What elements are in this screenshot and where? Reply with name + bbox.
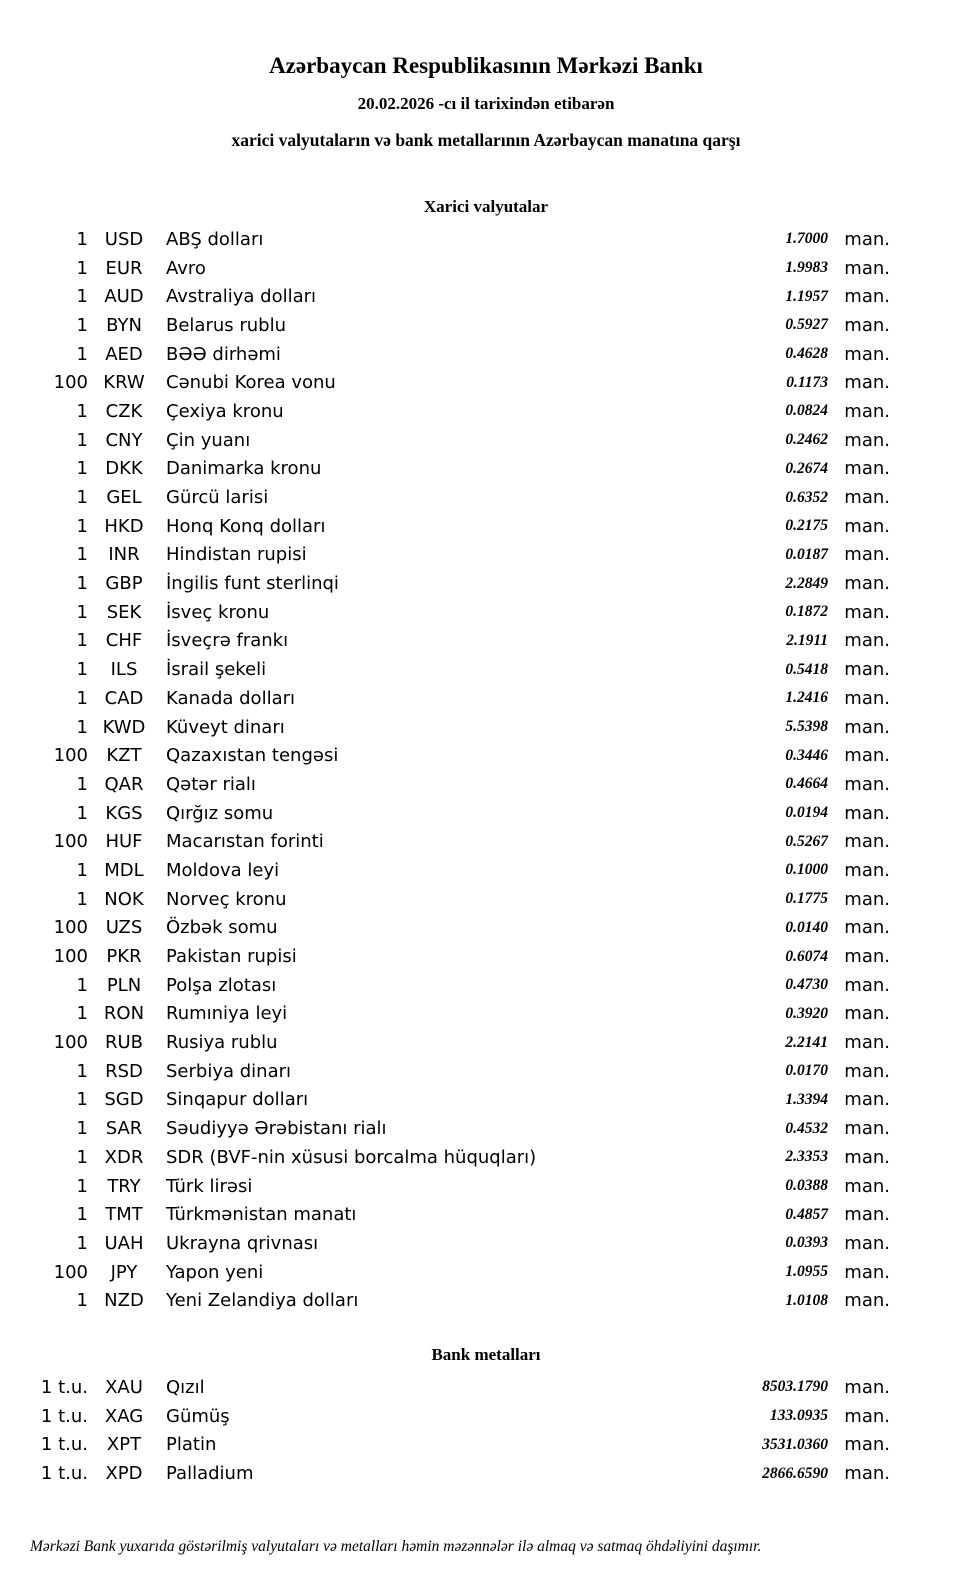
rate-value: 2.3353 <box>785 1148 828 1166</box>
currency-code: AED <box>105 343 143 365</box>
unit-label: man. <box>844 831 890 853</box>
quantity: 100 <box>53 372 88 394</box>
rate-value: 0.6074 <box>785 947 828 965</box>
currency-code: KZT <box>106 745 142 767</box>
rate-value: 0.3446 <box>785 746 828 764</box>
currency-name: Gümüş <box>166 1405 230 1427</box>
currency-code: BYN <box>106 314 142 336</box>
currency-name: Rusiya rublu <box>166 1032 278 1054</box>
rate-row <box>30 885 890 914</box>
rate-value: 1.9983 <box>785 259 828 277</box>
quantity: 1 <box>76 515 88 537</box>
unit-label: man. <box>844 429 890 451</box>
currency-name: Platin <box>166 1434 217 1456</box>
quantity: 1 t.u. <box>40 1463 88 1485</box>
rate-value: 2.1911 <box>786 631 828 649</box>
quantity: 1 t.u. <box>40 1405 88 1427</box>
quantity: 1 <box>76 487 88 509</box>
rate-row <box>30 569 890 598</box>
currency-code: XDR <box>104 1146 144 1168</box>
rate-row <box>30 856 890 885</box>
currency-code: QAR <box>104 773 144 795</box>
rate-value: 0.4730 <box>785 976 828 994</box>
unit-label: man. <box>844 314 890 336</box>
unit-label: man. <box>844 1261 890 1283</box>
rate-row <box>30 397 890 426</box>
unit-label: man. <box>844 917 890 939</box>
effective-date: 20.02.2026 -cı il tarixindən etibarən <box>357 94 615 113</box>
quantity: 100 <box>53 946 88 968</box>
currency-code: XPT <box>106 1434 142 1456</box>
quantity: 1 <box>76 888 88 910</box>
currency-name: Səudiyyə Ərəbistanı rialı <box>166 1118 387 1140</box>
currency-code: ILS <box>110 659 138 681</box>
currency-name: Yeni Zelandiya dolları <box>166 1290 359 1312</box>
rate-row <box>30 426 890 455</box>
rate-row <box>30 827 890 856</box>
quantity: 1 <box>76 400 88 422</box>
rate-value: 8503.1790 <box>762 1378 828 1396</box>
quantity: 1 <box>76 429 88 451</box>
rate-value: 2866.6590 <box>762 1464 828 1482</box>
rate-value: 0.2462 <box>785 431 828 449</box>
quantity: 100 <box>53 745 88 767</box>
quantity: 1 <box>76 544 88 566</box>
unit-label: man. <box>844 716 890 738</box>
quantity: 1 <box>76 228 88 250</box>
rate-row <box>30 799 890 828</box>
rate-row <box>30 1143 890 1172</box>
quantity: 1 <box>76 630 88 652</box>
rate-row <box>30 311 890 340</box>
quantity: 1 <box>76 1060 88 1082</box>
currency-code: USD <box>104 228 144 250</box>
currency-code: JPY <box>110 1261 138 1283</box>
rate-row <box>30 1286 890 1315</box>
rate-value: 1.3394 <box>785 1090 828 1108</box>
unit-label: man. <box>844 544 890 566</box>
rate-row <box>30 512 890 541</box>
currency-name: ABŞ dolları <box>166 228 264 250</box>
currency-name: BƏƏ dirhəmi <box>166 343 281 365</box>
quantity: 1 <box>76 1175 88 1197</box>
rate-value: 0.3920 <box>785 1004 828 1022</box>
unit-label: man. <box>844 888 890 910</box>
quantity: 1 <box>76 659 88 681</box>
rate-value: 0.0194 <box>785 804 828 822</box>
quantity: 1 <box>76 859 88 881</box>
currency-name: Türk lirəsi <box>166 1175 253 1197</box>
unit-label: man. <box>844 458 890 480</box>
rate-row <box>30 713 890 742</box>
rate-row <box>30 1459 890 1488</box>
currency-name: SDR (BVF-nin xüsusi borcalma hüquqları) <box>166 1146 537 1168</box>
unit-label: man. <box>844 400 890 422</box>
rate-row <box>30 655 890 684</box>
currency-name: Qızıl <box>166 1376 205 1398</box>
unit-label: man. <box>844 1204 890 1226</box>
quantity: 1 <box>76 1118 88 1140</box>
rate-value: 1.1957 <box>785 287 828 305</box>
quantity: 1 <box>76 773 88 795</box>
currency-code: RON <box>103 1003 145 1025</box>
unit-label: man. <box>844 343 890 365</box>
unit-label: man. <box>844 372 890 394</box>
currency-name: Özbək somu <box>166 917 278 939</box>
currency-name: Palladium <box>166 1463 254 1485</box>
currency-code: INR <box>108 544 140 566</box>
rate-value: 0.5267 <box>785 832 828 850</box>
rate-row <box>30 368 890 397</box>
currency-code: GBP <box>105 573 143 595</box>
rate-value: 1.2416 <box>785 689 828 707</box>
rate-value: 0.0824 <box>785 402 828 420</box>
page-title: Azərbaycan Respublikasının Mərkəzi Bankı <box>269 53 703 78</box>
unit-label: man. <box>844 659 890 681</box>
currency-name: Moldova leyi <box>166 859 280 881</box>
currency-name: Qırğız somu <box>166 802 274 824</box>
currency-name: Serbiya dinarı <box>166 1060 291 1082</box>
rate-row <box>30 340 890 369</box>
currency-code: CNY <box>105 429 143 451</box>
rate-row <box>30 1114 890 1143</box>
currency-code: MDL <box>104 859 144 881</box>
quantity: 1 <box>76 1003 88 1025</box>
rate-row <box>30 1373 890 1402</box>
unit-label: man. <box>844 1290 890 1312</box>
unit-label: man. <box>844 773 890 795</box>
rate-row <box>30 1200 890 1229</box>
unit-label: man. <box>844 745 890 767</box>
quantity: 1 <box>76 257 88 279</box>
unit-label: man. <box>844 802 890 824</box>
rate-row <box>30 1172 890 1201</box>
unit-label: man. <box>844 601 890 623</box>
rate-row <box>30 1229 890 1258</box>
rate-row <box>30 225 890 254</box>
unit-label: man. <box>844 1434 890 1456</box>
currency-name: Belarus rublu <box>166 314 287 336</box>
unit-label: man. <box>844 1032 890 1054</box>
unit-label: man. <box>844 859 890 881</box>
rate-value: 0.2175 <box>785 517 828 535</box>
currency-code: RSD <box>105 1060 143 1082</box>
currency-code: PLN <box>106 974 142 996</box>
rate-row <box>30 684 890 713</box>
currency-name: Avstraliya dolları <box>166 286 317 308</box>
unit-label: man. <box>844 1232 890 1254</box>
currency-code: EUR <box>105 257 143 279</box>
currency-code: PKR <box>106 946 142 968</box>
rate-value: 133.0935 <box>769 1407 828 1425</box>
rate-value: 0.0170 <box>785 1062 828 1080</box>
section-title-currencies: Xarici valyutalar <box>423 197 549 216</box>
rate-value: 0.4532 <box>785 1119 828 1137</box>
rate-value: 1.0108 <box>785 1291 828 1309</box>
rate-row <box>30 1000 890 1029</box>
unit-label: man. <box>844 286 890 308</box>
quantity: 1 t.u. <box>40 1376 88 1398</box>
rate-value: 1.7000 <box>785 230 828 248</box>
rate-value: 0.1775 <box>785 890 828 908</box>
currency-name: Macarıstan forinti <box>166 831 324 853</box>
unit-label: man. <box>844 1376 890 1398</box>
unit-label: man. <box>844 1405 890 1427</box>
quantity: 100 <box>53 831 88 853</box>
currency-code: XAU <box>105 1376 143 1398</box>
unit-label: man. <box>844 257 890 279</box>
rate-value: 0.1173 <box>786 373 828 391</box>
currency-name: Gürcü larisi <box>166 487 269 509</box>
quantity: 100 <box>53 917 88 939</box>
quantity: 1 t.u. <box>40 1434 88 1456</box>
rate-value: 0.0388 <box>785 1177 828 1195</box>
unit-label: man. <box>844 515 890 537</box>
currency-name: Pakistan rupisi <box>166 946 297 968</box>
currency-code: XAG <box>104 1405 144 1427</box>
rate-value: 0.4857 <box>785 1205 828 1223</box>
rate-row <box>30 1028 890 1057</box>
currency-code: UZS <box>105 917 143 939</box>
currency-name: İsrail şekeli <box>166 659 267 681</box>
rate-value: 0.5927 <box>785 316 828 334</box>
rate-value: 2.2141 <box>785 1033 828 1051</box>
unit-label: man. <box>844 1463 890 1485</box>
rate-value: 0.6352 <box>785 488 828 506</box>
quantity: 1 <box>76 458 88 480</box>
quantity: 1 <box>76 573 88 595</box>
rate-value: 1.0955 <box>785 1263 828 1281</box>
quantity: 1 <box>76 802 88 824</box>
rate-row <box>30 627 890 656</box>
rate-row <box>30 1431 890 1460</box>
quantity: 1 <box>76 343 88 365</box>
currency-code: CZK <box>105 400 143 422</box>
rate-row <box>30 1086 890 1115</box>
rate-value: 0.0140 <box>785 918 828 936</box>
currency-code: HUF <box>105 831 143 853</box>
rate-row <box>30 770 890 799</box>
currency-code: NZD <box>104 1290 144 1312</box>
unit-label: man. <box>844 974 890 996</box>
rate-value: 0.4664 <box>785 775 828 793</box>
rate-value: 0.2674 <box>785 459 828 477</box>
currency-rate-list <box>30 225 890 1315</box>
currency-name: Norveç kronu <box>166 888 287 910</box>
currency-name: Çin yuanı <box>166 429 251 451</box>
currency-name: Çexiya kronu <box>166 400 284 422</box>
section-title-metals: Bank metalları <box>431 1345 541 1365</box>
rate-row <box>30 1402 890 1431</box>
currency-name: Türkmənistan manatı <box>166 1204 357 1226</box>
currency-code: KRW <box>103 372 145 394</box>
currency-code: TMT <box>105 1204 143 1226</box>
currency-name: Danimarka kronu <box>166 458 322 480</box>
rate-value: 3531.0360 <box>762 1435 828 1453</box>
currency-code: RUB <box>104 1032 144 1054</box>
currency-code: UAH <box>104 1232 144 1254</box>
quantity: 1 <box>76 974 88 996</box>
quantity: 1 <box>76 1232 88 1254</box>
rate-row <box>30 483 890 512</box>
currency-code: CHF <box>105 630 143 652</box>
quantity: 100 <box>53 1261 88 1283</box>
unit-label: man. <box>844 1118 890 1140</box>
unit-label: man. <box>844 487 890 509</box>
rate-row <box>30 455 890 484</box>
currency-name: Kanada dolları <box>166 687 296 709</box>
quantity: 1 <box>76 687 88 709</box>
rate-row <box>30 1057 890 1086</box>
unit-label: man. <box>844 573 890 595</box>
rate-row <box>30 942 890 971</box>
quantity: 1 <box>76 716 88 738</box>
currency-name: Rumıniya leyi <box>166 1003 288 1025</box>
rate-row <box>30 914 890 943</box>
currency-code: SEK <box>106 601 142 623</box>
quantity: 1 <box>76 1290 88 1312</box>
rate-row <box>30 254 890 283</box>
unit-label: man. <box>844 1146 890 1168</box>
rate-row <box>30 541 890 570</box>
currency-code: SAR <box>105 1118 143 1140</box>
rate-value: 0.0187 <box>785 545 828 563</box>
currency-name: Cənubi Korea vonu <box>166 372 336 394</box>
quantity: 1 <box>76 286 88 308</box>
unit-label: man. <box>844 1003 890 1025</box>
metal-rate-list <box>30 1373 890 1488</box>
rate-row <box>30 741 890 770</box>
currency-name: Polşa zlotası <box>166 974 277 996</box>
currency-code: KWD <box>102 716 146 738</box>
rate-value: 0.5418 <box>785 660 828 678</box>
currency-code: KGS <box>105 802 143 824</box>
currency-code: NOK <box>104 888 144 910</box>
rate-value: 0.0393 <box>785 1234 828 1252</box>
currency-code: TRY <box>107 1175 141 1197</box>
unit-label: man. <box>844 1089 890 1111</box>
currency-code: AUD <box>104 286 144 308</box>
rate-row <box>30 971 890 1000</box>
unit-label: man. <box>844 228 890 250</box>
rate-value: 0.1872 <box>785 603 828 621</box>
quantity: 100 <box>53 1032 88 1054</box>
currency-name: Qətər rialı <box>166 773 256 795</box>
currency-name: Küveyt dinarı <box>166 716 285 738</box>
currency-code: CAD <box>104 687 144 709</box>
page-header <box>0 0 972 151</box>
page-subtitle: xarici valyutaların və bank metallarının Azərbaycan manatına qarşı <box>231 130 741 150</box>
disclaimer-note: Mərkəzi Bank yuxarıda göstərilmiş valyutaları və metalları həmin məzənnələr ilə almaq və satmaq öhdəliyini daşımır. <box>30 1537 762 1555</box>
quantity: 1 <box>76 1204 88 1226</box>
currency-code: GEL <box>106 487 142 509</box>
rate-value: 0.1000 <box>785 861 828 879</box>
currency-code: HKD <box>104 515 144 537</box>
rate-row <box>30 598 890 627</box>
unit-label: man. <box>844 630 890 652</box>
rate-value: 0.4628 <box>785 345 828 363</box>
currency-name: İngilis funt sterlinqi <box>166 573 339 595</box>
rate-value: 5.5398 <box>785 718 828 736</box>
quantity: 1 <box>76 601 88 623</box>
currency-code: XPD <box>105 1463 143 1485</box>
rate-value: 2.2849 <box>785 574 828 592</box>
currency-name: Honq Konq dolları <box>166 515 326 537</box>
unit-label: man. <box>844 946 890 968</box>
currency-name: İsveçrə frankı <box>166 630 289 652</box>
rate-row <box>30 282 890 311</box>
quantity: 1 <box>76 1089 88 1111</box>
currency-name: İsveç kronu <box>166 601 270 623</box>
unit-label: man. <box>844 1060 890 1082</box>
quantity: 1 <box>76 1146 88 1168</box>
rate-row <box>30 1258 890 1287</box>
unit-label: man. <box>844 687 890 709</box>
currency-name: Avro <box>166 257 206 279</box>
unit-label: man. <box>844 1175 890 1197</box>
currency-name: Hindistan rupisi <box>166 544 307 566</box>
currency-name: Yapon yeni <box>166 1261 264 1283</box>
currency-name: Qazaxıstan tengəsi <box>166 745 339 767</box>
currency-name: Sinqapur dolları <box>166 1089 309 1111</box>
currency-name: Ukrayna qrivnası <box>166 1232 319 1254</box>
currency-code: DKK <box>105 458 143 480</box>
currency-code: SGD <box>104 1089 144 1111</box>
quantity: 1 <box>76 314 88 336</box>
